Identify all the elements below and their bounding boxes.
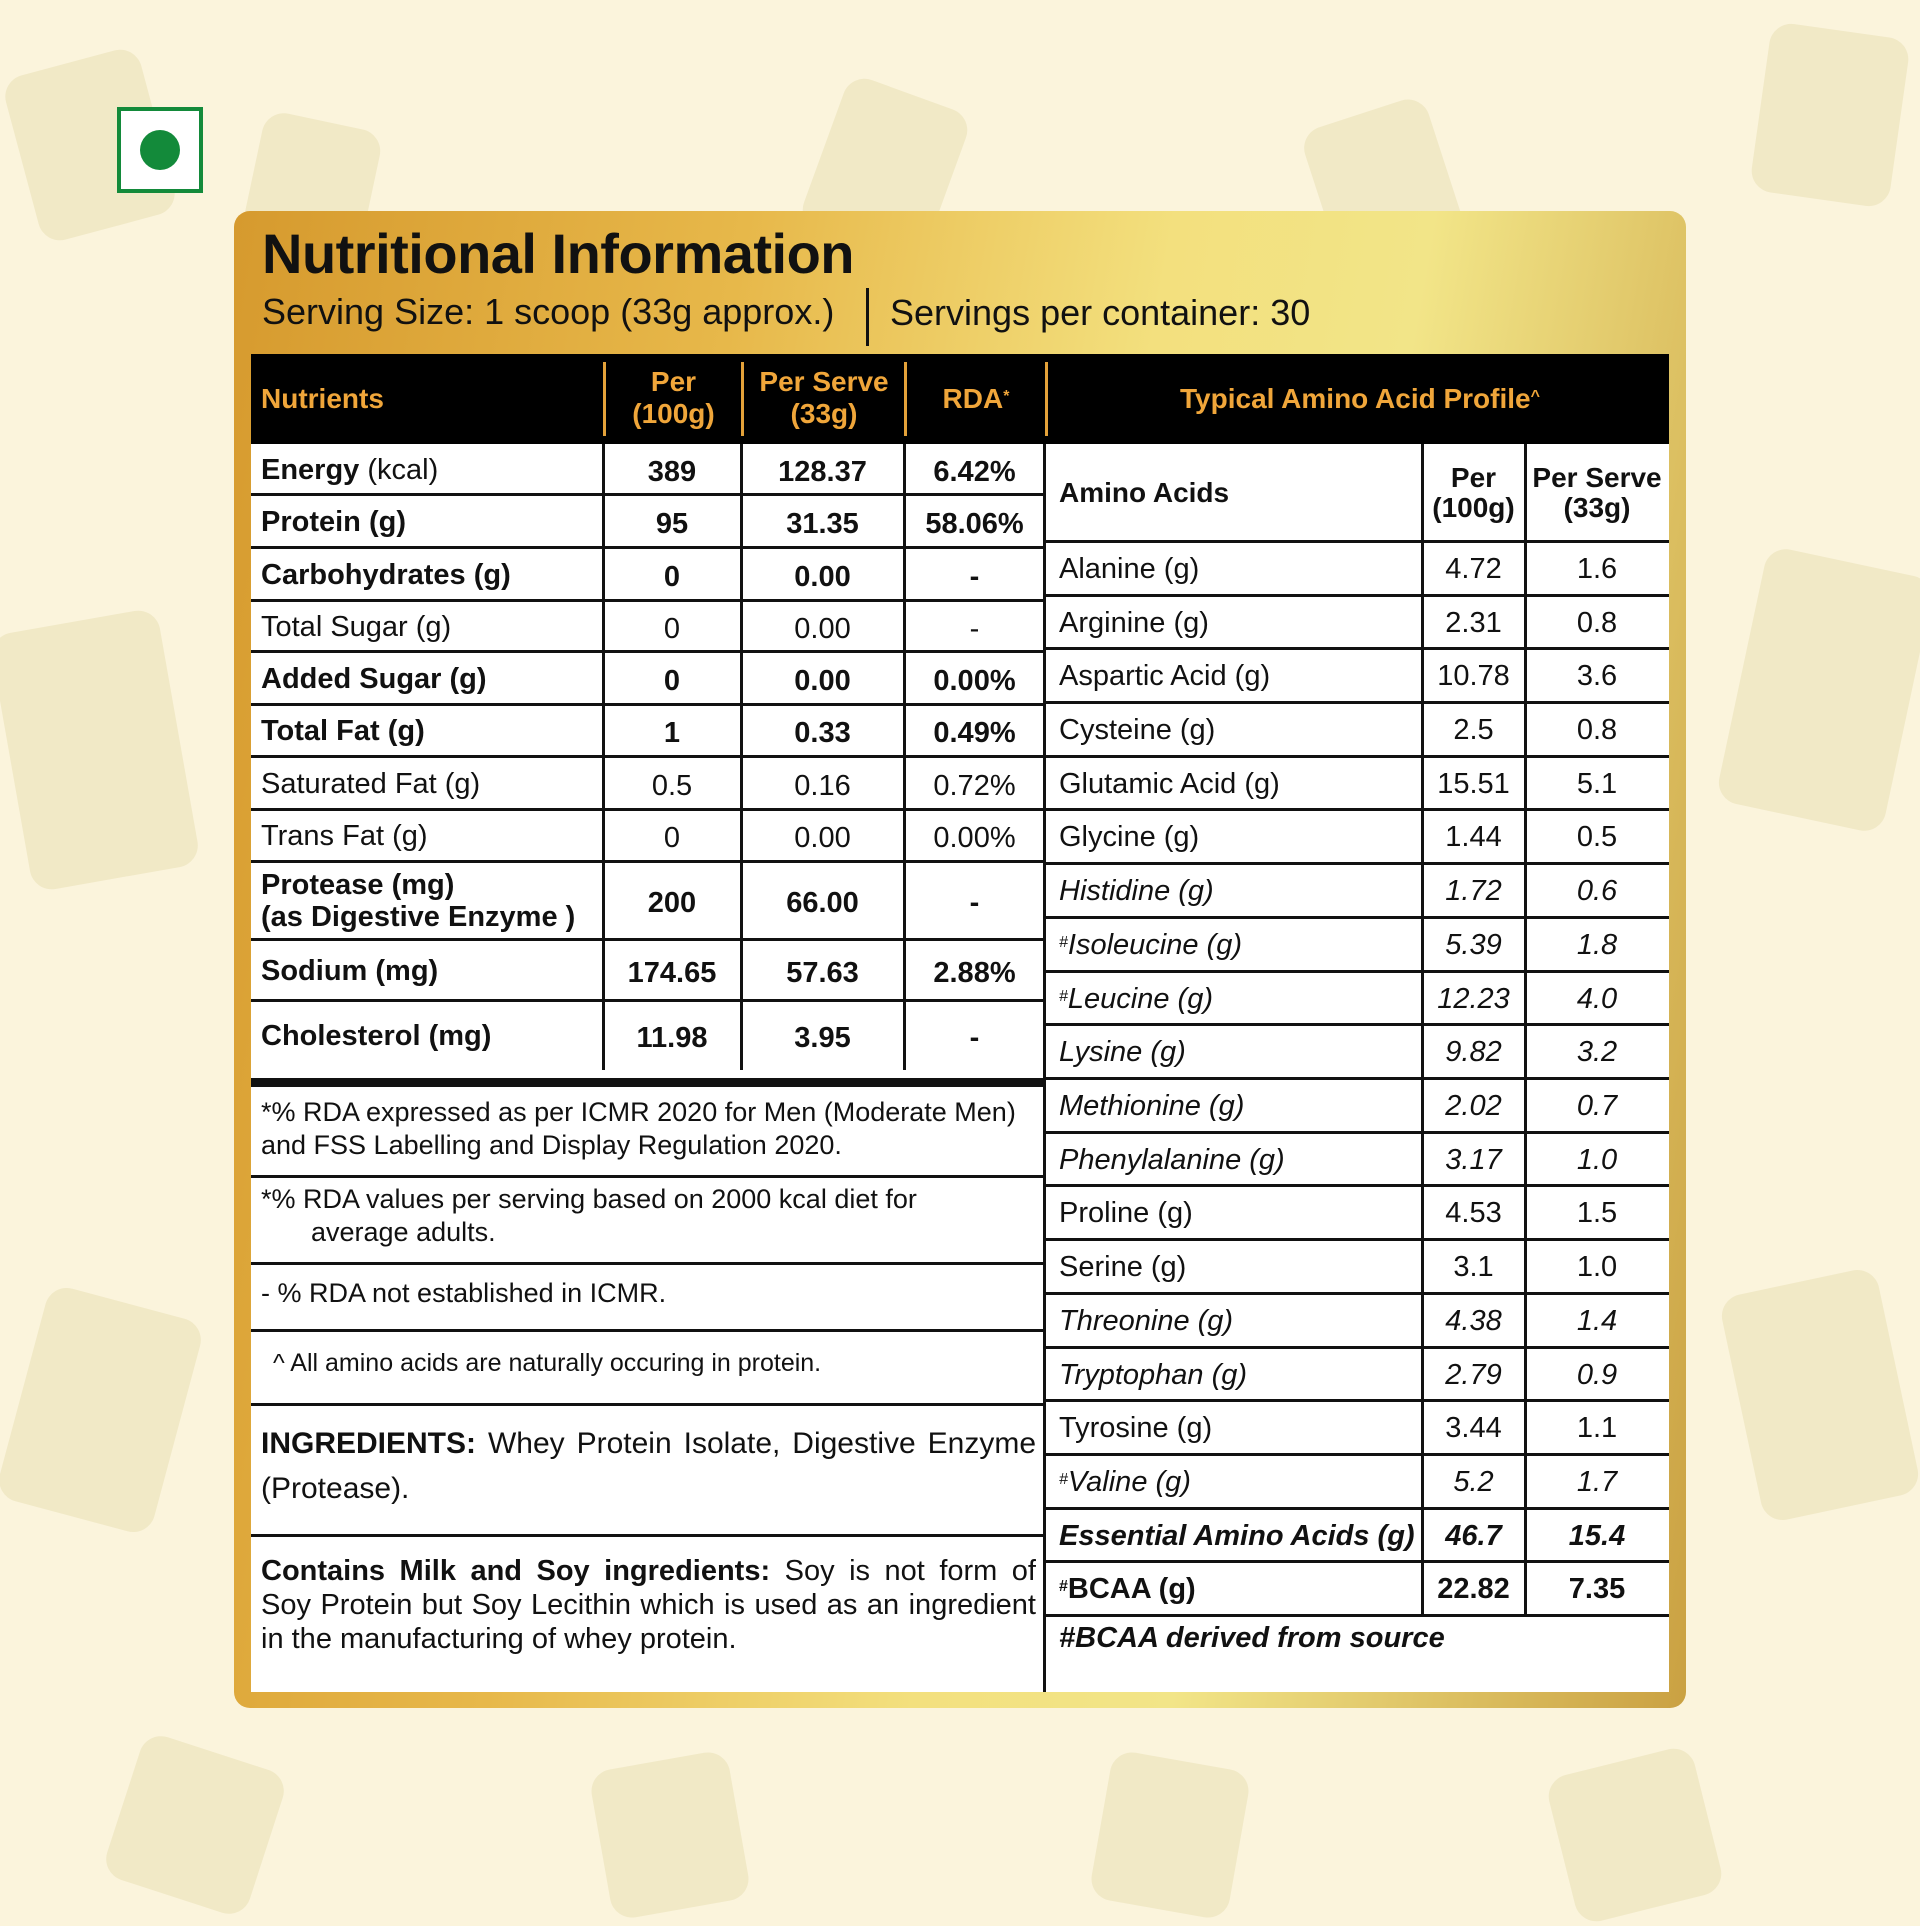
amino-acid-name: # Leucine (g) xyxy=(1059,982,1213,1015)
amino-value-perServe: 3.6 xyxy=(1576,660,1618,692)
nutrient-value-perServe: 66.00 xyxy=(786,887,859,919)
nutrient-value-perServe: 0.33 xyxy=(794,717,851,749)
nutrient-name: Trans Fat (g) xyxy=(261,820,428,852)
col-header-perserve: Per Serve (33g) xyxy=(759,366,889,429)
nutrient-value-rda: - xyxy=(969,887,980,919)
nutrient-value-per100: 0 xyxy=(663,612,681,645)
row-line xyxy=(1045,1614,1669,1617)
amino-value-per100: 4.53 xyxy=(1445,1197,1502,1229)
note-rda-not-established: - % RDA not established in ICMR. xyxy=(261,1278,667,1308)
nutrient-value-per100: 0.5 xyxy=(651,769,693,802)
veg-mark-icon xyxy=(117,107,203,193)
amino-value-per100: 5.2 xyxy=(1453,1466,1494,1498)
amino-value-perServe: 1.7 xyxy=(1576,1466,1618,1498)
amino-value-perServe: 1.0 xyxy=(1576,1143,1618,1176)
amino-value-perServe: 0.8 xyxy=(1576,714,1618,746)
amino-value-perServe: 7.35 xyxy=(1568,1573,1626,1605)
nutrient-value-perServe: 0.00 xyxy=(794,612,851,645)
nutrient-value-rda: 0.72% xyxy=(933,769,1016,802)
nutrient-value-per100: 1 xyxy=(663,717,681,749)
amino-value-per100: 1.72 xyxy=(1445,875,1502,907)
amino-value-per100: 10.78 xyxy=(1437,660,1510,692)
row-line xyxy=(251,1175,1045,1178)
column-line xyxy=(1524,444,1527,1616)
amino-value-perServe: 0.7 xyxy=(1576,1090,1618,1122)
column-line xyxy=(602,444,605,1070)
nutrient-value-per100: 0 xyxy=(663,664,681,697)
nutrient-value-perServe: 0.00 xyxy=(794,560,851,593)
nutrient-value-rda: - xyxy=(969,612,980,645)
page-title: Nutritional Information xyxy=(262,222,855,285)
nutrient-value-rda: - xyxy=(969,560,980,593)
amino-acid-name: Aspartic Acid (g) xyxy=(1059,660,1271,692)
nutrient-value-per100: 200 xyxy=(647,887,697,919)
nutrient-value-perServe: 31.35 xyxy=(786,507,859,540)
amino-value-perServe: 1.6 xyxy=(1576,553,1618,585)
serving-size: Serving Size: 1 scoop (33g approx.) xyxy=(262,291,835,332)
servings-per-container: Servings per container: 30 xyxy=(890,292,1311,333)
nutrient-value-perServe: 3.95 xyxy=(794,1021,851,1054)
center-divider xyxy=(1043,444,1046,1692)
amino-acid-name: Essential Amino Acids (g) xyxy=(1059,1519,1415,1552)
nutrient-name: Cholesterol (mg) xyxy=(261,1019,492,1052)
amino-acid-name: Serine (g) xyxy=(1059,1251,1187,1283)
header-separator xyxy=(1045,362,1048,436)
amino-value-per100: 3.1 xyxy=(1453,1251,1494,1283)
nutrient-value-per100: 0 xyxy=(663,822,681,854)
amino-value-per100: 2.5 xyxy=(1453,714,1494,746)
allergen-info: Contains Milk and Soy ingredients: Soy is not form of Soy Protein but Soy Lecithin which is used as an ingredient in the manufacturing of whey protein. xyxy=(261,1555,1036,1655)
amino-value-per100: 46.7 xyxy=(1445,1519,1502,1552)
amino-acid-name: Histidine (g) xyxy=(1059,875,1214,907)
nutrient-name: Protease (mg) (as Digestive Enzyme ) xyxy=(261,869,576,933)
amino-value-per100: 9.82 xyxy=(1445,1036,1502,1068)
amino-value-perServe: 1.4 xyxy=(1576,1305,1618,1337)
nutrient-name: Carbohydrates (g) xyxy=(261,558,511,591)
amino-acid-name: # Valine (g) xyxy=(1059,1466,1191,1498)
amino-value-perServe: 0.8 xyxy=(1576,606,1618,639)
amino-value-per100: 2.31 xyxy=(1445,606,1502,639)
amino-value-perServe: 0.5 xyxy=(1576,821,1618,853)
row-line xyxy=(251,1329,1045,1332)
nutrient-value-per100: 11.98 xyxy=(636,1021,708,1054)
amino-acid-name: Tyrosine (g) xyxy=(1059,1412,1213,1444)
nutrient-value-rda: 58.06% xyxy=(925,507,1024,540)
amino-value-per100: 15.51 xyxy=(1437,767,1510,800)
amino-value-perServe: 5.1 xyxy=(1576,767,1618,800)
nutrient-name: Total Sugar (g) xyxy=(261,610,452,643)
column-line xyxy=(740,444,743,1070)
amino-acid-name: Cysteine (g) xyxy=(1059,714,1216,746)
amino-value-per100: 3.17 xyxy=(1445,1143,1502,1176)
amino-acid-name: Phenylalanine (g) xyxy=(1059,1143,1285,1176)
amino-acid-name: # Isoleucine (g) xyxy=(1059,929,1242,961)
amino-value-perServe: 1.0 xyxy=(1576,1251,1618,1283)
bcaa-footnote: #BCAA derived from source xyxy=(1059,1622,1445,1654)
nutrient-name: Sodium (mg) xyxy=(261,954,439,987)
amino-value-perServe: 0.6 xyxy=(1576,875,1618,907)
nutrient-value-per100: 0 xyxy=(663,560,681,593)
amino-value-per100: 4.72 xyxy=(1445,553,1502,585)
nutrient-value-rda: 2.88% xyxy=(933,956,1016,989)
column-line xyxy=(1421,444,1424,1616)
amino-acid-name: Methionine (g) xyxy=(1059,1090,1245,1122)
nutrient-value-rda: - xyxy=(969,1021,980,1054)
col-header-amino-per100: Per (100g) xyxy=(1432,462,1515,523)
amino-value-perServe: 0.9 xyxy=(1576,1358,1618,1391)
tables-panel xyxy=(251,354,1669,1692)
amino-acid-name: Alanine (g) xyxy=(1059,553,1200,585)
nutrient-value-rda: 6.42% xyxy=(933,455,1016,488)
amino-acid-name: Arginine (g) xyxy=(1059,606,1209,639)
nutrient-name: Protein (g) xyxy=(261,505,406,538)
amino-value-per100: 2.79 xyxy=(1445,1358,1502,1391)
nutrient-value-rda: 0.00% xyxy=(933,664,1016,697)
row-line xyxy=(251,1262,1045,1265)
amino-value-perServe: 15.4 xyxy=(1568,1519,1626,1552)
amino-value-per100: 3.44 xyxy=(1445,1412,1502,1444)
nutrient-value-perServe: 57.63 xyxy=(786,956,859,989)
nutrient-name: Added Sugar (g) xyxy=(261,662,487,695)
note-rda-2000: *% RDA values per serving based on 2000 kcal diet for average adults. xyxy=(261,1184,917,1247)
nutrient-name: Saturated Fat (g) xyxy=(261,767,481,800)
amino-acid-name: Glutamic Acid (g) xyxy=(1059,767,1280,800)
col-header-nutrients: Nutrients xyxy=(261,383,384,414)
nutrient-name: Energy (kcal) xyxy=(261,453,439,486)
column-line xyxy=(903,444,906,1070)
amino-value-perServe: 1.8 xyxy=(1576,929,1618,961)
amino-value-per100: 22.82 xyxy=(1437,1573,1510,1605)
amino-acid-name: Proline (g) xyxy=(1059,1197,1193,1229)
col-header-amino-perserve: Per Serve (33g) xyxy=(1532,462,1662,523)
amino-value-per100: 5.39 xyxy=(1445,929,1502,961)
serving-divider xyxy=(866,288,869,346)
nutrient-value-perServe: 0.16 xyxy=(794,769,851,802)
amino-acid-name: Glycine (g) xyxy=(1059,821,1200,853)
note-amino-natural: ^ All amino acids are naturally occuring in protein. xyxy=(273,1349,822,1377)
nutrition-card xyxy=(234,211,1686,1708)
amino-value-perServe: 4.0 xyxy=(1576,982,1618,1015)
ingredients: INGREDIENTS: Whey Protein Isolate, Digestive Enzyme (Protease). xyxy=(261,1427,1036,1505)
nutrient-value-per100: 389 xyxy=(647,455,697,488)
amino-value-per100: 2.02 xyxy=(1445,1090,1502,1122)
notes-divider xyxy=(251,1078,1045,1087)
amino-value-per100: 12.23 xyxy=(1437,982,1510,1015)
row-line xyxy=(251,1534,1045,1537)
amino-acid-name: Threonine (g) xyxy=(1059,1305,1234,1337)
nutrient-value-rda: 0.00% xyxy=(933,822,1016,854)
amino-profile-title: Typical Amino Acid Profile^ xyxy=(1180,383,1540,414)
nutrient-value-perServe: 0.00 xyxy=(794,664,851,697)
amino-acid-name: Tryptophan (g) xyxy=(1059,1358,1248,1391)
nutrient-value-per100: 95 xyxy=(655,507,689,540)
nutrient-value-per100: 174.65 xyxy=(627,956,717,989)
nutrient-value-perServe: 0.00 xyxy=(794,822,851,854)
col-header-per100: Per (100g) xyxy=(632,366,715,429)
col-header-amino-acids: Amino Acids xyxy=(1059,477,1230,508)
note-rda-icmr: *% RDA expressed as per ICMR 2020 for Men (Moderate Men) and FSS Labelling and Display Regulation 2020. xyxy=(261,1097,1016,1160)
amino-value-perServe: 1.5 xyxy=(1576,1197,1618,1229)
amino-acid-name: # BCAA (g) xyxy=(1059,1573,1196,1605)
amino-value-perServe: 1.1 xyxy=(1576,1412,1618,1444)
row-line xyxy=(251,1403,1045,1406)
amino-value-per100: 4.38 xyxy=(1445,1305,1502,1337)
amino-value-per100: 1.44 xyxy=(1445,821,1502,853)
nutrient-value-rda: 0.49% xyxy=(933,717,1016,749)
amino-value-perServe: 3.2 xyxy=(1576,1036,1618,1068)
nutrient-name: Total Fat (g) xyxy=(261,715,425,747)
nutrient-value-perServe: 128.37 xyxy=(778,455,867,488)
amino-acid-name: Lysine (g) xyxy=(1059,1036,1186,1068)
col-header-rda: RDA* xyxy=(942,383,1010,414)
